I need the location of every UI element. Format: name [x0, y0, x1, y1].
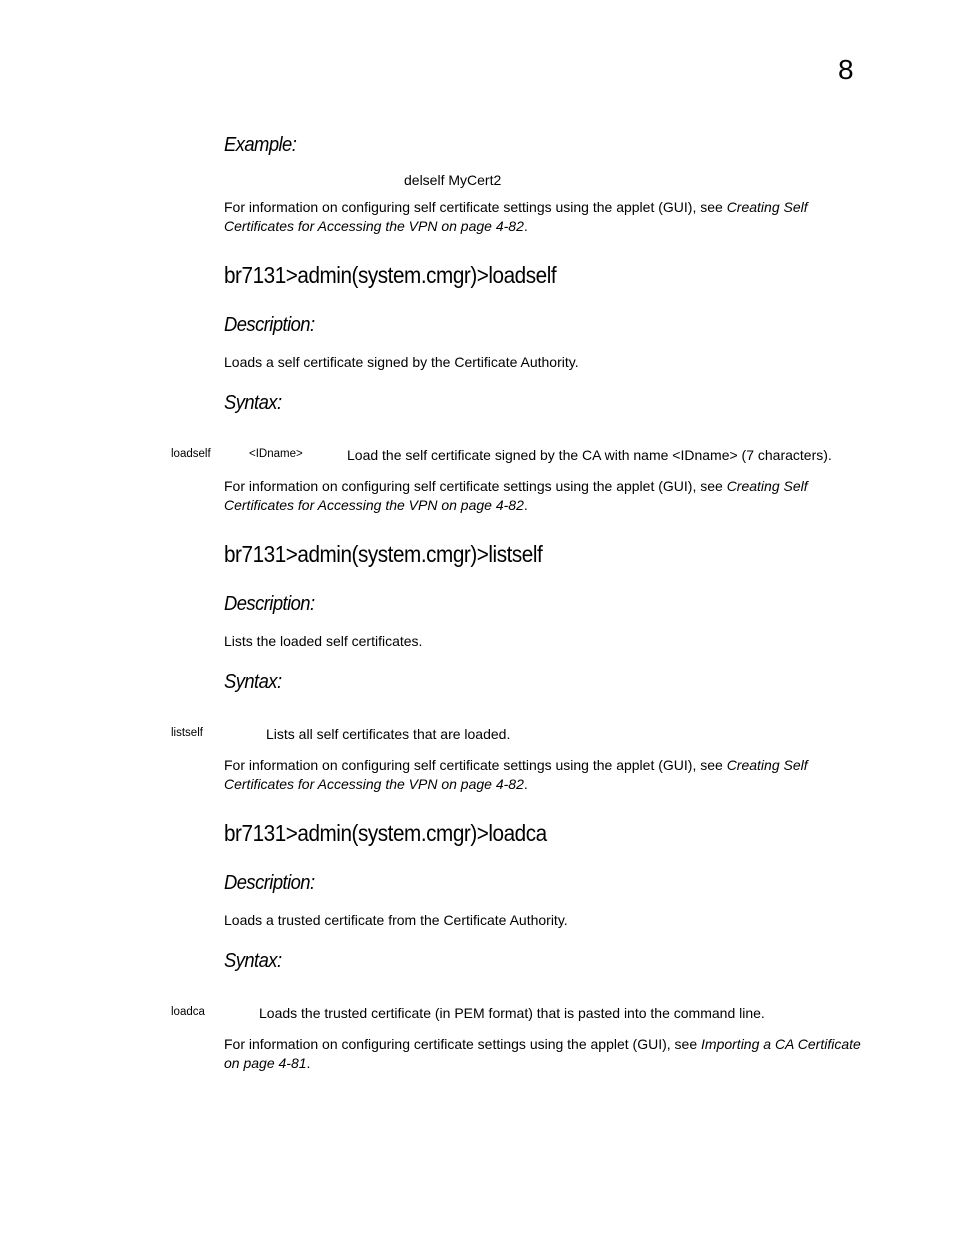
cross-reference-link[interactable]: Creating Self Certificates for Accessing the VPN on page 4-82	[224, 757, 808, 792]
loadself-description-label: Description:	[224, 314, 315, 336]
loadca-syntax-label: Syntax:	[224, 950, 282, 972]
loadself-syntax-param: <IDname>	[249, 448, 303, 460]
info-suffix: .	[306, 1055, 311, 1071]
listself-heading: br7131>admin(system.cmgr)>listself	[224, 541, 543, 567]
listself-syntax-label: Syntax:	[224, 671, 282, 693]
listself-description-label: Description:	[224, 593, 315, 615]
listself-info-paragraph	[224, 756, 864, 794]
info-text: For information on configuring self certificate settings using the applet (GUI), see	[224, 478, 727, 494]
loadca-syntax-command: loadca	[171, 1006, 205, 1018]
loadself-syntax-command: loadself	[171, 448, 211, 460]
info-text: For information on configuring self certificate settings using the applet (GUI), see	[224, 199, 727, 215]
info-text: For information on configuring self certificate settings using the applet (GUI), see	[224, 757, 727, 773]
cross-reference-link[interactable]: Creating Self Certificates for Accessing the VPN on page 4-82	[224, 478, 808, 513]
chapter-number: 8	[838, 54, 854, 85]
loadself-heading: br7131>admin(system.cmgr)>loadself	[224, 262, 557, 288]
example-command: delself MyCert2	[404, 172, 502, 188]
info-suffix: .	[523, 776, 528, 792]
loadca-syntax-description: Loads the trusted certificate (in PEM format) that is pasted into the command line.	[259, 1005, 765, 1021]
example-label: Example:	[224, 134, 297, 156]
loadself-syntax-label: Syntax:	[224, 392, 282, 414]
info-suffix: .	[523, 497, 528, 513]
loadself-info-paragraph	[224, 477, 864, 515]
listself-description: Lists the loaded self certificates.	[224, 633, 423, 649]
loadca-description-label: Description:	[224, 872, 315, 894]
cross-reference-link[interactable]: Importing a CA Certificate on page 4-81	[224, 1036, 861, 1071]
loadself-description: Loads a self certificate signed by the Certificate Authority.	[224, 354, 579, 370]
cross-reference-link[interactable]: Creating Self Certificates for Accessing the VPN on page 4-82	[224, 199, 808, 234]
loadca-info-paragraph	[224, 1035, 864, 1073]
loadca-heading: br7131>admin(system.cmgr)>loadca	[224, 820, 547, 846]
loadca-description: Loads a trusted certificate from the Certificate Authority.	[224, 912, 568, 928]
listself-syntax-command: listself	[171, 727, 203, 739]
info-text: For information on configuring certificate settings using the applet (GUI), see	[224, 1036, 702, 1052]
loadself-syntax-description: Load the self certificate signed by the CA with name <IDname> (7 characters).	[347, 447, 832, 463]
example-info-paragraph	[224, 198, 864, 236]
listself-syntax-description: Lists all self certificates that are loaded.	[266, 726, 511, 742]
info-suffix: .	[523, 218, 528, 234]
